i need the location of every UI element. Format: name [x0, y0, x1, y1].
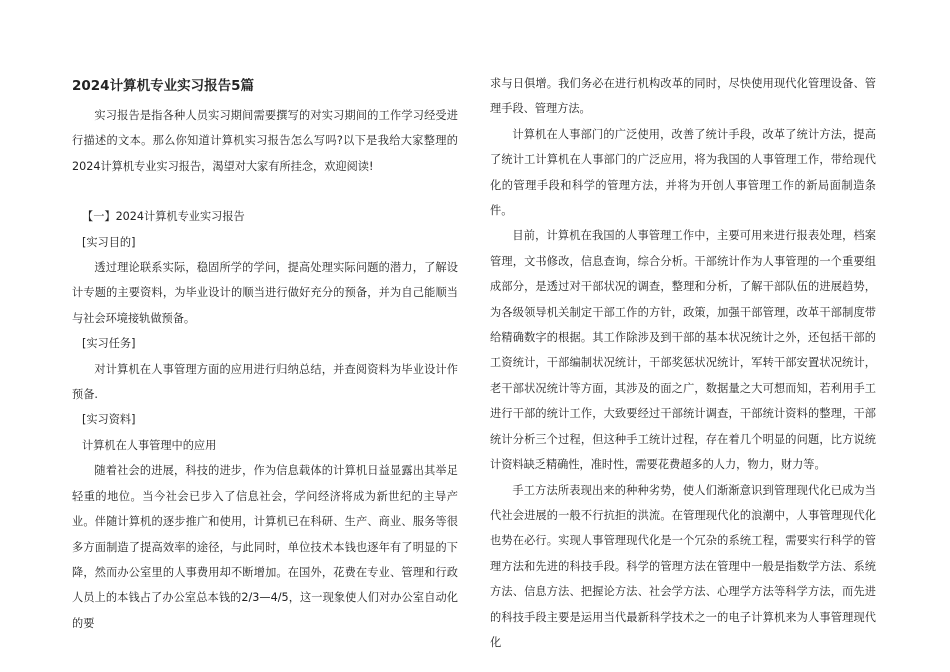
paragraph: 手工方法所表现出来的种种劣势，使人们渐渐意识到管理现代化已成为当代社会进展的一般不行抗拒的洪流。在管理现代化的浪潮中，人事管理现代化也势在必行。实现人事管理现代化是一个冗杂的系统工程，需要实行科学的管理方法和先进的科技手段。科学的管理方法在管理中一般是指数学方法、系统方法、信息方法、把握论方法、社会学方法、心理学方法等科学方法，而先进的科技手段主要是运用当代最新科学技术之一的电子计算机来为人事管理现代化 — [490, 483, 876, 649]
paragraph: 计算机在人事部门的广泛使用，改善了统计手段，改革了统计方法，提高了统计工计算机在人事部门的广泛应用，将为我国的人事管理工作，带给现代化的管理手段和科学的管理方法，并将为开创人事管理工作的新局面制造条件。 — [490, 127, 876, 218]
paragraph-continued: 求与日俱增。我们务必在进行机构改革的同时，尽快使用现代化管理设备、管理手段、管理方法。 — [490, 77, 876, 116]
left-column — [72, 70, 458, 636]
paragraph: 透过理论联系实际，稳固所学的学问，提高处理实际问题的潜力，了解设计专题的主要资料，为毕业设计的顺当进行做好充分的预备，并为自己能顺当与社会环境接轨做预备。 — [72, 261, 458, 325]
right-column — [490, 71, 876, 655]
subheading-task: [实习任务] — [82, 337, 136, 351]
subheading-topic: 计算机在人事管理中的应用 — [82, 438, 217, 452]
subheading-purpose: [实习目的] — [82, 235, 136, 249]
section-heading: 【一】2024计算机专业实习报告 — [82, 210, 245, 224]
spacer — [72, 179, 458, 204]
intro-paragraph: 实习报告是指各种人员实习期间需要撰写的对实习期间的工作学习经受进行描述的文本。那么你知道计算机实习报告怎么写吗?以下是我给大家整理的2024计算机专业实习报告，渴望对大家有所挂念，欢迎阅读! — [72, 109, 458, 173]
document-title: 2024计算机专业实习报告5篇 — [72, 78, 254, 94]
paragraph: 随着社会的进展，科技的进步，作为信息载体的计算机日益显露出其举足轻重的地位。当今社会已步入了信息社会，学问经济将成为新世纪的主导产业。伴随计算机的逐步推广和使用，计算机已在科研、生产、商业、服务等很多方面制造了提高效率的途径，与此同时，单位技术本钱也逐年有了明显的下降，然而办公室里的人事费用却不断增加。在国外，花费在专业、管理和行政人员上的本钱占了办公室总本钱的2/3—4/5，这一现象使人们对办公室自动化的要 — [72, 464, 458, 630]
paragraph: 目前，计算机在我国的人事管理工作中，主要可用来进行报表处理，档案管理，文书修改，信息查询，综合分析。干部统计作为人事管理的一个重要组成部分，是透过对干部状况的调查，整理和分析，了解干部队伍的进展趋势，为各级领导机关制定干部工作的方针，政策，加强干部管理，改革干部制度带给精确数字的根据。其工作除涉及到干部的基本状况统计之外，还包括干部的工资统计，干部编制状况统计，干部奖惩状况统计，军转干部安置状况统计，老干部状况统计等方面，其涉及的面之广，数据量之大可想而知，若利用手工进行干部的统计工作，大致要经过干部统计调查，干部统计资料的整理，干部统计分析三个过程，但这种手工统计过程，存在着几个明显的问题，比方说统计资料缺乏精确性，准时性，需要花费超多的人力，物力，财力等。 — [490, 229, 876, 472]
subheading-material: [实习资料] — [82, 413, 136, 427]
paragraph: 对计算机在人事管理方面的应用进行归纳总结，并查阅资料为毕业设计作预备. — [72, 362, 458, 402]
